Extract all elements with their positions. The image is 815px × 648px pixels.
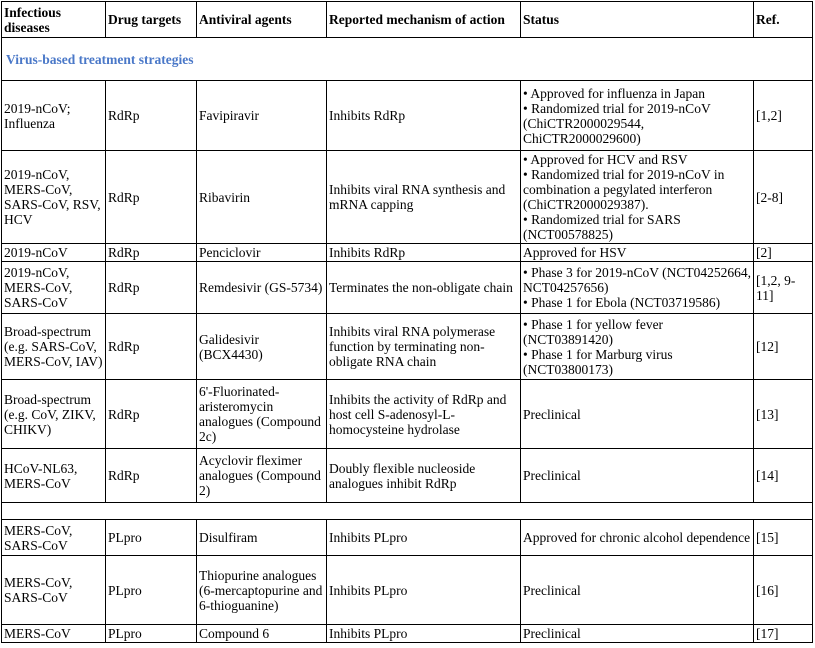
cell-status <box>521 262 754 314</box>
cell-target: PLpro <box>106 520 197 556</box>
cell-disease: 2019-nCoV, MERS-CoV, SARS-CoV <box>2 262 106 314</box>
status-line: Preclinical <box>523 406 581 422</box>
cell-status <box>521 625 754 643</box>
cell-mechanism: Inhibits PLpro <box>327 625 521 643</box>
cell-mechanism: Inhibits RdRp <box>327 244 521 262</box>
status-line: • Phase 1 for yellow fever (NCT03891420) <box>523 316 664 347</box>
cell-agent: Ribavirin <box>197 151 327 244</box>
page <box>0 1 815 648</box>
status-line: Preclinical <box>523 626 581 641</box>
cell-target: RdRp <box>106 244 197 262</box>
table-row <box>2 380 813 449</box>
status-line: Approved for HSV <box>523 245 627 260</box>
header-disease: Infectious diseases <box>2 2 106 38</box>
header-mechanism: Reported mechanism of action <box>327 2 521 38</box>
table-row <box>2 449 813 503</box>
antiviral-table <box>1 1 813 643</box>
header-status: Status <box>521 2 754 38</box>
header-target: Drug targets <box>106 2 197 38</box>
cell-ref: [12] <box>754 314 813 380</box>
cell-ref: [16] <box>754 556 813 625</box>
cell-disease: Broad-spectrum (e.g. SARS-CoV, MERS-CoV, IAV) <box>2 314 106 380</box>
table-row <box>2 520 813 556</box>
cell-ref: [1,2, 9-11] <box>754 262 813 314</box>
cell-agent: Compound 6 <box>197 625 327 643</box>
status-line: Approved for chronic alcohol dependence <box>523 530 751 545</box>
header-row <box>2 2 813 38</box>
cell-status <box>521 520 754 556</box>
table-row <box>2 262 813 314</box>
status-line: Preclinical <box>523 468 581 483</box>
cell-target: RdRp <box>106 314 197 380</box>
cell-target: RdRp <box>106 151 197 244</box>
status-line: • Randomized trial for 2019-nCoV in combination a pegylated interferon (ChiCTR2000029387). <box>523 167 725 212</box>
cell-ref: [15] <box>754 520 813 556</box>
cell-mechanism: Inhibits PLpro <box>327 556 521 625</box>
cell-mechanism: Doubly flexible nucleoside analogues inhibit RdRp <box>327 449 521 503</box>
section-title: Virus-based treatment strategies <box>2 38 813 81</box>
cell-ref: [13] <box>754 380 813 449</box>
table-row <box>2 151 813 244</box>
status-line: • Approved for influenza in Japan <box>523 85 706 101</box>
cell-disease: MERS-CoV, SARS-CoV <box>2 520 106 556</box>
spacer-row <box>2 503 813 520</box>
cell-mechanism: Inhibits viral RNA polymerase function by terminating non-obligate RNA chain <box>327 314 521 380</box>
cell-target: RdRp <box>106 449 197 503</box>
cell-agent: Galidesivir (BCX4430) <box>197 314 327 380</box>
cell-disease: Broad-spectrum (e.g. CoV, ZIKV, CHIKV) <box>2 380 106 449</box>
table-row <box>2 625 813 643</box>
cell-mechanism: Inhibits PLpro <box>327 520 521 556</box>
section-row <box>2 38 813 81</box>
cell-mechanism: Terminates the non-obligate chain <box>327 262 521 314</box>
cell-status <box>521 314 754 380</box>
cell-disease: MERS-CoV <box>2 625 106 643</box>
cell-agent: Remdesivir (GS-5734) <box>197 262 327 314</box>
cell-agent: Penciclovir <box>197 244 327 262</box>
cell-mechanism: Inhibits viral RNA synthesis and mRNA capping <box>327 151 521 244</box>
status-line: • Randomized trial for 2019-nCoV (ChiCTR2000029544, ChiCTR2000029600) <box>523 100 711 146</box>
cell-ref: [17] <box>754 625 813 643</box>
cell-ref: [2] <box>754 244 813 262</box>
table-row <box>2 314 813 380</box>
cell-agent: Disulfiram <box>197 520 327 556</box>
cell-status <box>521 556 754 625</box>
cell-agent: Acyclovir fleximer analogues (Compound 2) <box>197 449 327 503</box>
cell-ref: [14] <box>754 449 813 503</box>
table-row <box>2 556 813 625</box>
cell-disease: MERS-CoV, SARS-CoV <box>2 556 106 625</box>
cell-target: RdRp <box>106 380 197 449</box>
status-line: • Phase 3 for 2019-nCoV (NCT04252664, NCT04257656) <box>523 265 751 295</box>
header-agent: Antiviral agents <box>197 2 327 38</box>
cell-disease: 2019-nCoV; Influenza <box>2 81 106 151</box>
cell-target: RdRp <box>106 81 197 151</box>
cell-mechanism: Inhibits the activity of RdRp and host cell S-adenosyl-L-homocysteine hydrolase <box>327 380 521 449</box>
cell-agent: 6'-Fluorinated-aristeromycin analogues (Compound 2c) <box>197 380 327 449</box>
cell-mechanism: Inhibits RdRp <box>327 81 521 151</box>
cell-target: PLpro <box>106 556 197 625</box>
status-line: • Approved for HCV and RSV <box>523 152 688 167</box>
cell-disease: 2019-nCoV <box>2 244 106 262</box>
table-row <box>2 81 813 151</box>
status-line: Preclinical <box>523 582 581 598</box>
cell-target: RdRp <box>106 262 197 314</box>
table-row <box>2 244 813 262</box>
cell-target: PLpro <box>106 625 197 643</box>
cell-status <box>521 449 754 503</box>
status-line: • Phase 1 for Marburg virus (NCT03800173) <box>523 346 673 377</box>
status-line: • Randomized trial for SARS (NCT00578825) <box>523 212 681 242</box>
cell-status <box>521 151 754 244</box>
cell-disease: HCoV-NL63, MERS-CoV <box>2 449 106 503</box>
status-line: • Phase 1 for Ebola (NCT03719586) <box>523 295 721 310</box>
cell-disease: 2019-nCoV, MERS-CoV, SARS-CoV, RSV, HCV <box>2 151 106 244</box>
cell-status <box>521 380 754 449</box>
cell-agent: Thiopurine analogues (6-mercaptopurine and 6-thioguanine) <box>197 556 327 625</box>
cell-agent: Favipiravir <box>197 81 327 151</box>
cell-status <box>521 244 754 262</box>
header-ref: Ref. <box>754 2 813 38</box>
cell-status <box>521 81 754 151</box>
spacer-cell <box>2 503 813 520</box>
cell-ref: [2-8] <box>754 151 813 244</box>
cell-ref: [1,2] <box>754 81 813 151</box>
